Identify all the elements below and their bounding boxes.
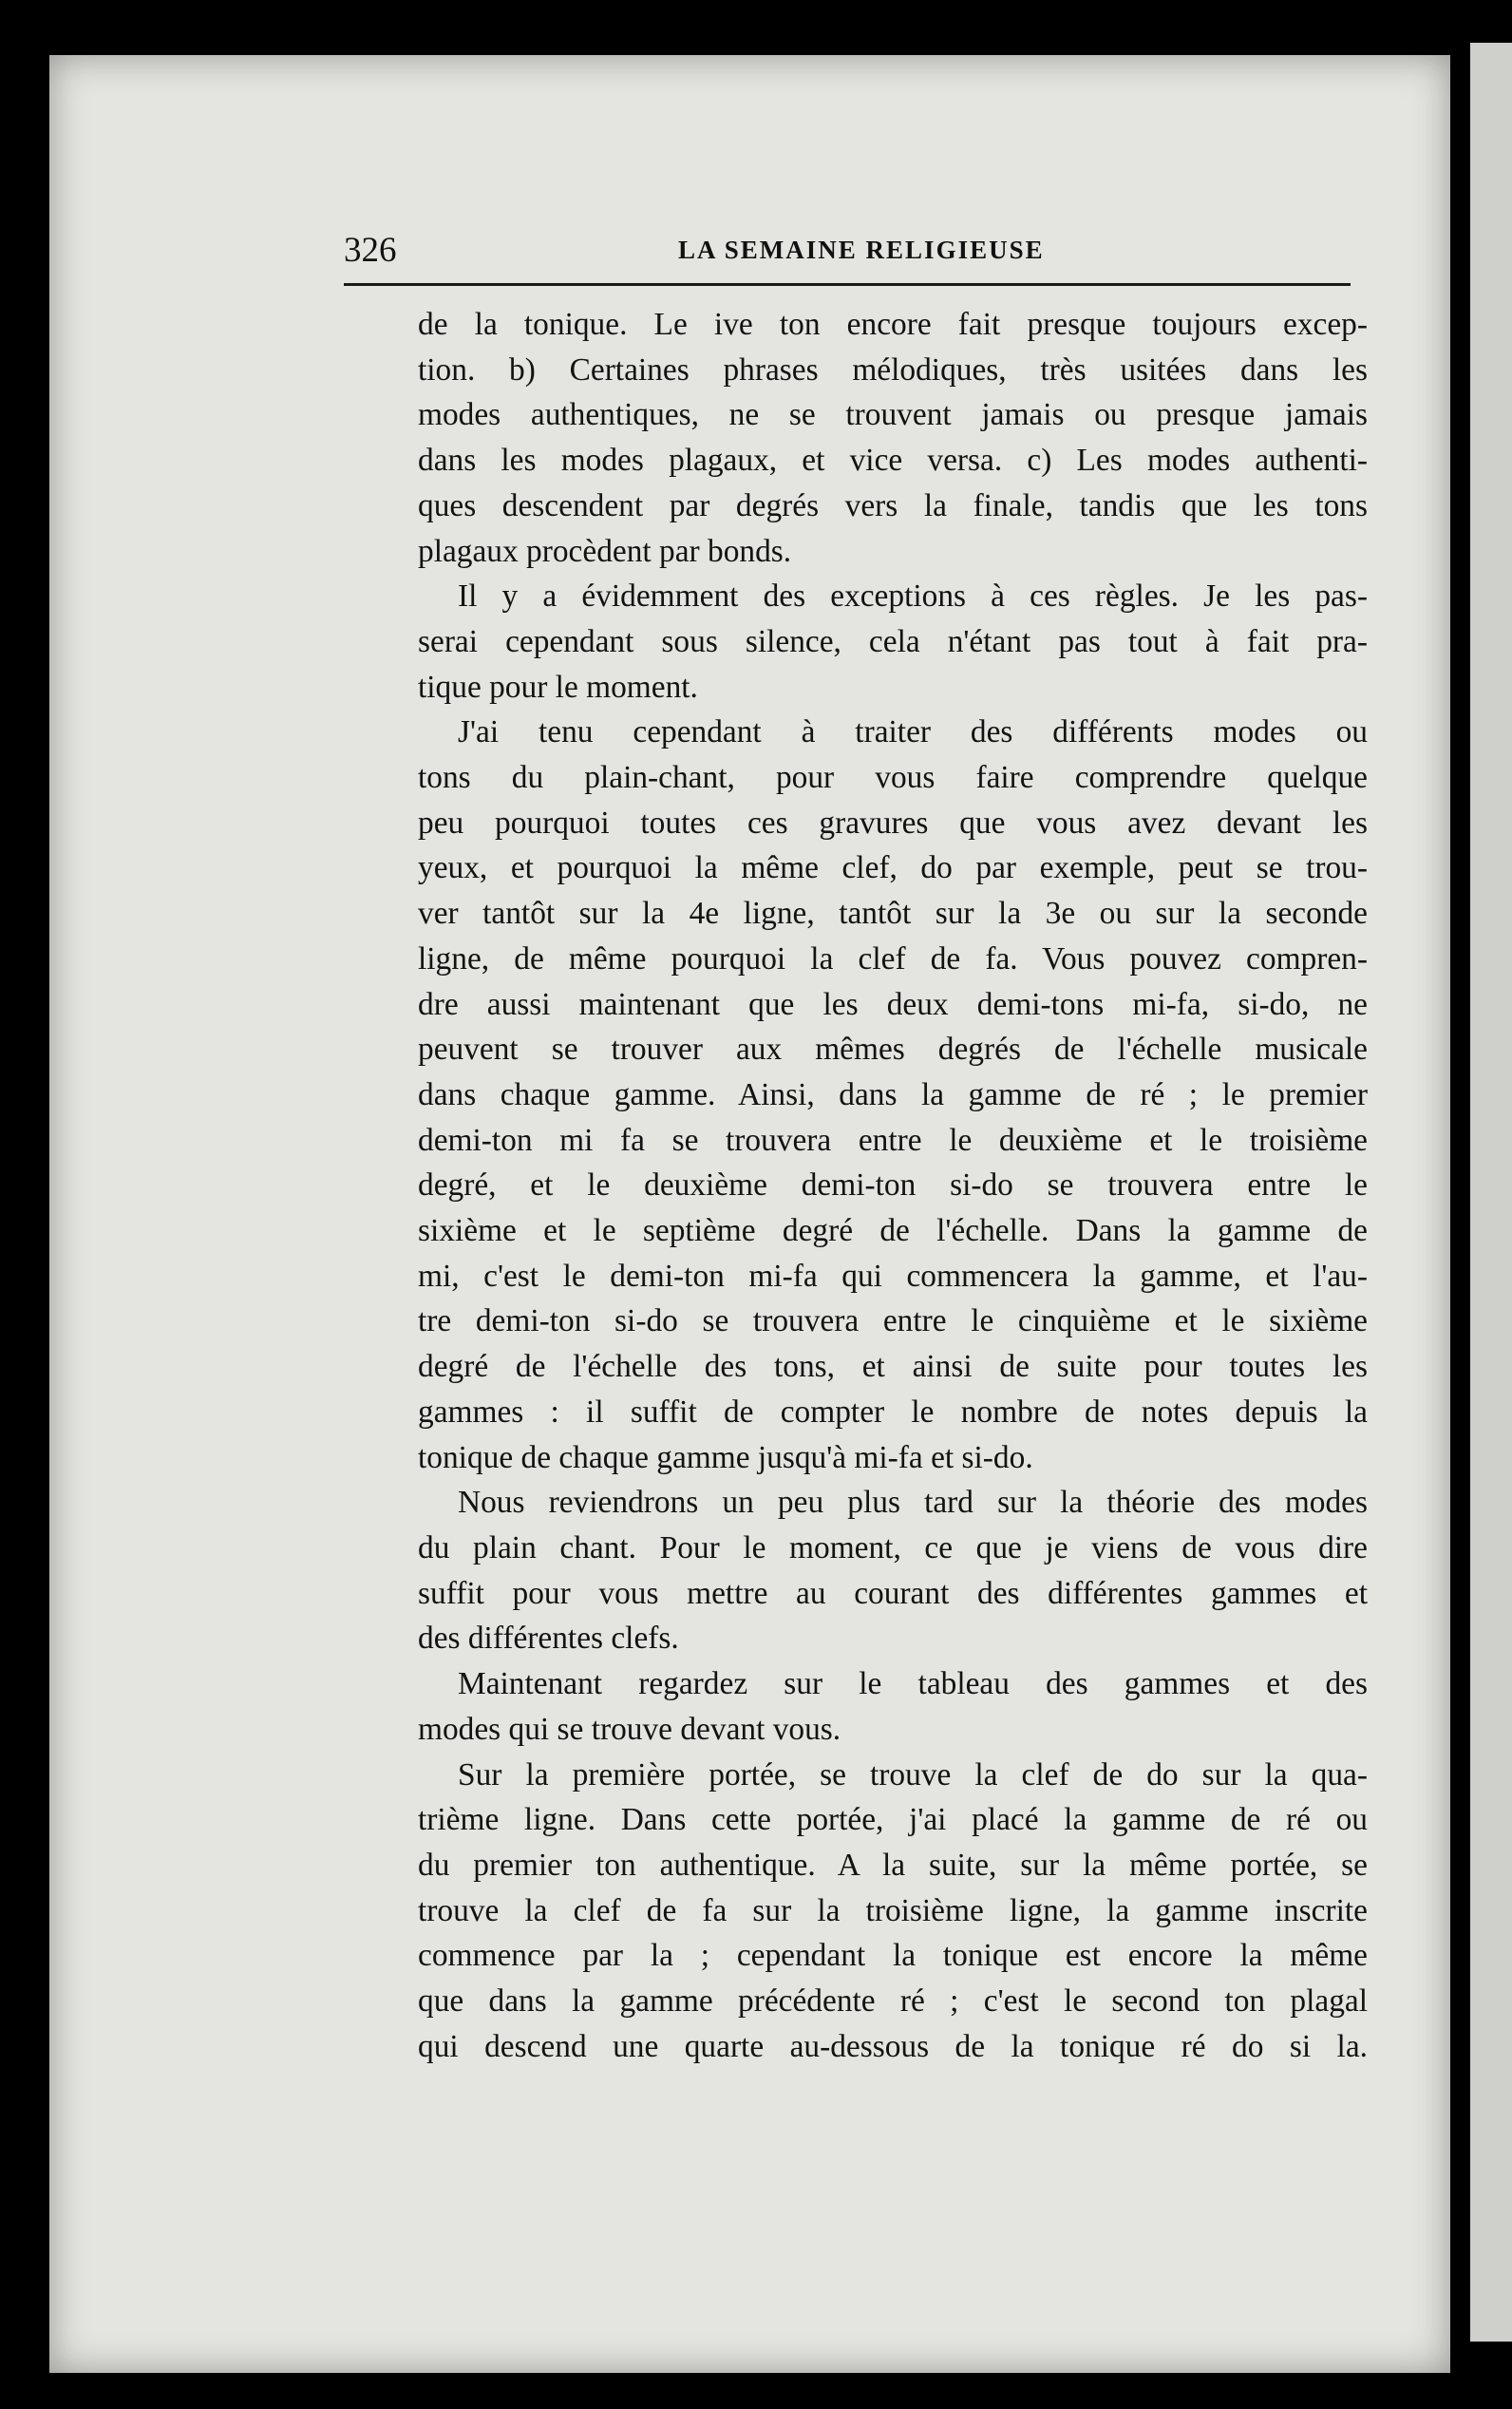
text-line: modes authentiques, ne se trouvent jamais ou presque jamais <box>418 397 1368 433</box>
text-line: peuvent se trouver aux mêmes degrés de l'échelle musicale <box>418 1032 1368 1068</box>
paragraph-start: Maintenant regardez sur le tableau des gammes et des <box>458 1666 1368 1702</box>
text-line: commence par la ; cependant la tonique est encore la même <box>418 1938 1368 1974</box>
text-line: degré de l'échelle des tons, et ainsi de suite pour toutes les <box>418 1349 1368 1385</box>
paragraph-start: J'ai tenu cependant à traiter des différents modes ou <box>458 714 1368 750</box>
text-line: que dans la gamme précédente ré ; c'est le second ton plagal <box>418 1983 1368 2020</box>
text-line: du plain chant. Pour le moment, ce que je viens de vous dire <box>418 1529 1368 1565</box>
text-line: dans chaque gamme. Ainsi, dans la gamme de ré ; le premier <box>418 1076 1368 1112</box>
text-line: tonique de chaque gamme jusqu'à mi-fa et si-do. <box>418 1439 1033 1475</box>
body-text <box>418 302 1368 2069</box>
text-line: peu pourquoi toutes ces gravures que vous avez devant les <box>418 805 1368 841</box>
text-line: ver tantôt sur la 4e ligne, tantôt sur la 3e ou sur la seconde <box>418 896 1368 932</box>
text-line: gammes : il suffit de compter le nombre de notes depuis la <box>418 1394 1368 1430</box>
text-line: modes qui se trouve devant vous. <box>418 1711 841 1747</box>
text-line: tre demi-ton si-do se trouvera entre le cinquième et le sixième <box>418 1303 1368 1339</box>
text-line: trouve la clef de fa sur la troisième ligne, la gamme inscrite <box>418 1892 1368 1928</box>
text-line: trième ligne. Dans cette portée, j'ai placé la gamme de ré ou <box>418 1802 1368 1838</box>
text-line: suffit pour vous mettre au courant des différentes gammes et <box>418 1575 1368 1611</box>
journal-title: LA SEMAINE RELIGIEUSE <box>678 236 1045 264</box>
text-line: plagaux procèdent par bonds. <box>418 533 792 569</box>
text-line: du premier ton authentique. A la suite, sur la même portée, se <box>418 1847 1368 1883</box>
text-line: ques descendent par degrés vers la finale, tandis que les tons <box>418 487 1368 523</box>
facing-page-edge <box>1470 43 1512 2342</box>
text-line: dans les modes plagaux, et vice versa. c) Les modes authenti- <box>418 443 1368 479</box>
paragraph-start: Sur la première portée, se trouve la clef de do sur la qua- <box>458 1756 1368 1793</box>
text-line: ligne, de même pourquoi la clef de fa. Vous pouvez compren- <box>418 940 1368 977</box>
text-line: des différentes clefs. <box>418 1621 679 1657</box>
text-line: qui descend une quarte au-dessous de la tonique ré do si la. <box>418 2028 1368 2064</box>
text-line: sixième et le septième degré de l'échelle. Dans la gamme de <box>418 1213 1368 1249</box>
text-line: demi-ton mi fa se trouvera entre le deuxième et le troisième <box>418 1122 1368 1158</box>
text-line: yeux, et pourquoi la même clef, do par exemple, peut se trou- <box>418 850 1368 886</box>
text-line: mi, c'est le demi-ton mi-fa qui commencera la gamme, et l'au- <box>418 1258 1368 1294</box>
text-line: de la tonique. Le ive ton encore fait presque toujours excep- <box>418 307 1368 342</box>
text-line: serai cependant sous silence, cela n'étant pas tout à fait pra- <box>418 623 1368 659</box>
text-line: tique pour le moment. <box>418 669 698 705</box>
text-line: dre aussi maintenant que les deux demi-tons mi-fa, si-do, ne <box>418 986 1368 1022</box>
text-line: degré, et le deuxième demi-ton si-do se trouvera entre le <box>418 1167 1368 1204</box>
paragraph-start: Nous reviendrons un peu plus tard sur la théorie des modes <box>458 1485 1368 1521</box>
text-line: tons du plain-chant, pour vous faire comprendre quelque <box>418 760 1368 796</box>
running-head <box>344 226 1351 286</box>
paragraph-start: Il y a évidemment des exceptions à ces règles. Je les pas- <box>458 579 1368 615</box>
page-number: 326 <box>344 231 397 270</box>
text-line: tion. b) Certaines phrases mélodiques, très usitées dans les <box>418 351 1368 388</box>
